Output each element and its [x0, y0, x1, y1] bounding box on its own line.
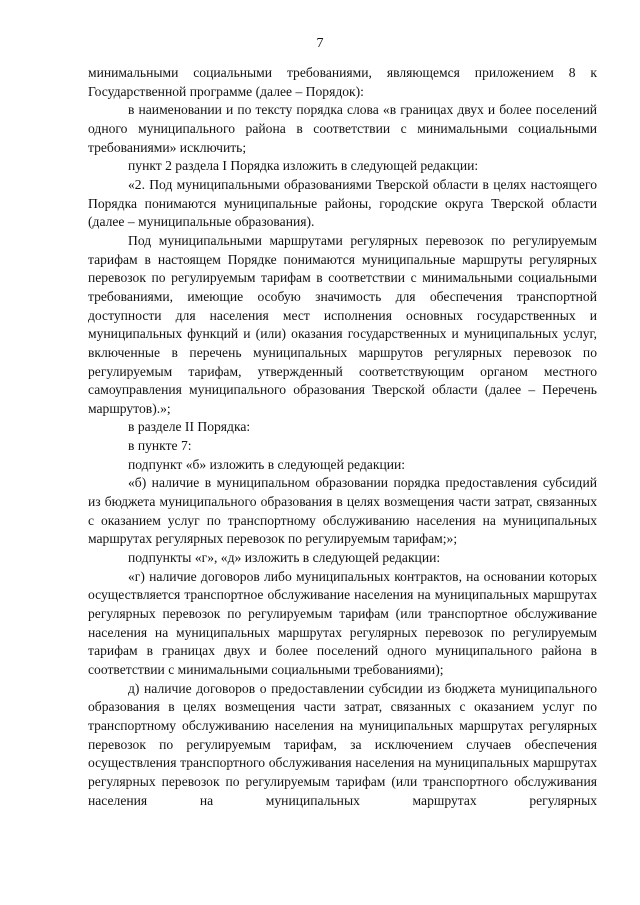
paragraph-point-2-intro: пункт 2 раздела I Порядка изложить в следующей редакции: — [128, 158, 479, 174]
paragraph-remove-words: в наименовании и по тексту порядка слова «в границах двух и более поселений одного муниципального района в соответствии с минимальными социальными требованиями» исключить; — [88, 102, 597, 155]
paragraph-subpoint-d: д) наличие договоров о предоставлении субсидии из бюджета муниципального образования в целях возмещения части затрат, связанных с оказанием услуг по транспортному обслуживанию населения на муниципальных маршрутах регулярных перевозок по регулируемым тарифам, за исключением случаев обеспечения осуществления транспортного обслуживания населения на муниципальных маршрутах регулярных перевозок по регулируемым тарифам (или транспортного обслуживания населения на муниципальных маршрутах регулярных — [88, 680, 597, 808]
paragraph-subpoints-g-d-intro: подпункты «г», «д» изложить в следующей редакции: — [128, 550, 441, 566]
page-number: 7 — [316, 36, 324, 51]
paragraph-subpoint-b-intro: подпункт «б» изложить в следующей редакции: — [128, 456, 406, 472]
paragraph-routes-definition: Под муниципальными маршрутами регулярных перевозок по регулируемым тарифам в настоящем Порядке понимаются муниципальные маршруты регулярных перевозок по регулируемым тарифам в соответствии с минимальными социальными требованиями, имеющие особую значимость для обеспечения транспортной доступности для населения мест исполнения основных государственных и муниципальных функций и (или) оказания государственных и муниципальных услуг, включенные в перечень муниципальных маршрутов регулярных перевозок по регулируемым тарифам, утвержденный соответствующим органом местного самоуправления муниципального образования Тверской области (далее – Перечень маршрутов).»; — [88, 232, 597, 416]
paragraph-subpoint-b: «б) наличие в муниципальном образовании порядка предоставления субсидий из бюджета муниципального образования в целях возмещения части затрат, связанных с оказанием услуг по транспортному обслуживанию населения на муниципальных маршрутах регулярных перевозок по регулируемым тарифам;»; — [88, 475, 597, 547]
paragraph-point-7: в пункте 7: — [128, 438, 192, 454]
paragraph-section-2: в разделе II Порядка: — [128, 419, 251, 435]
paragraph-continuation: минимальными социальными требованиями, являющемся приложением 8 к Государственной программе (далее – Порядок): — [88, 65, 597, 99]
document-body — [88, 64, 597, 810]
paragraph-point-2-definition: «2. Под муниципальными образованиями Тверской области в целях настоящего Порядка понимаются муниципальные районы, городские округа Тверской области (далее – муниципальные образования). — [88, 176, 597, 230]
paragraph-subpoint-g: «г) наличие договоров либо муниципальных контрактов, на основании которых осуществляется транспортное обслуживание населения на муниципальных маршрутах регулярных перевозок по регулируемым тарифам (или транспортное обслуживание населения на муниципальных маршрутах регулярных перевозок по регулируемым тарифам в границах двух и более поселений одного муниципального района в соответствии с минимальными социальными требованиями); — [88, 568, 597, 677]
